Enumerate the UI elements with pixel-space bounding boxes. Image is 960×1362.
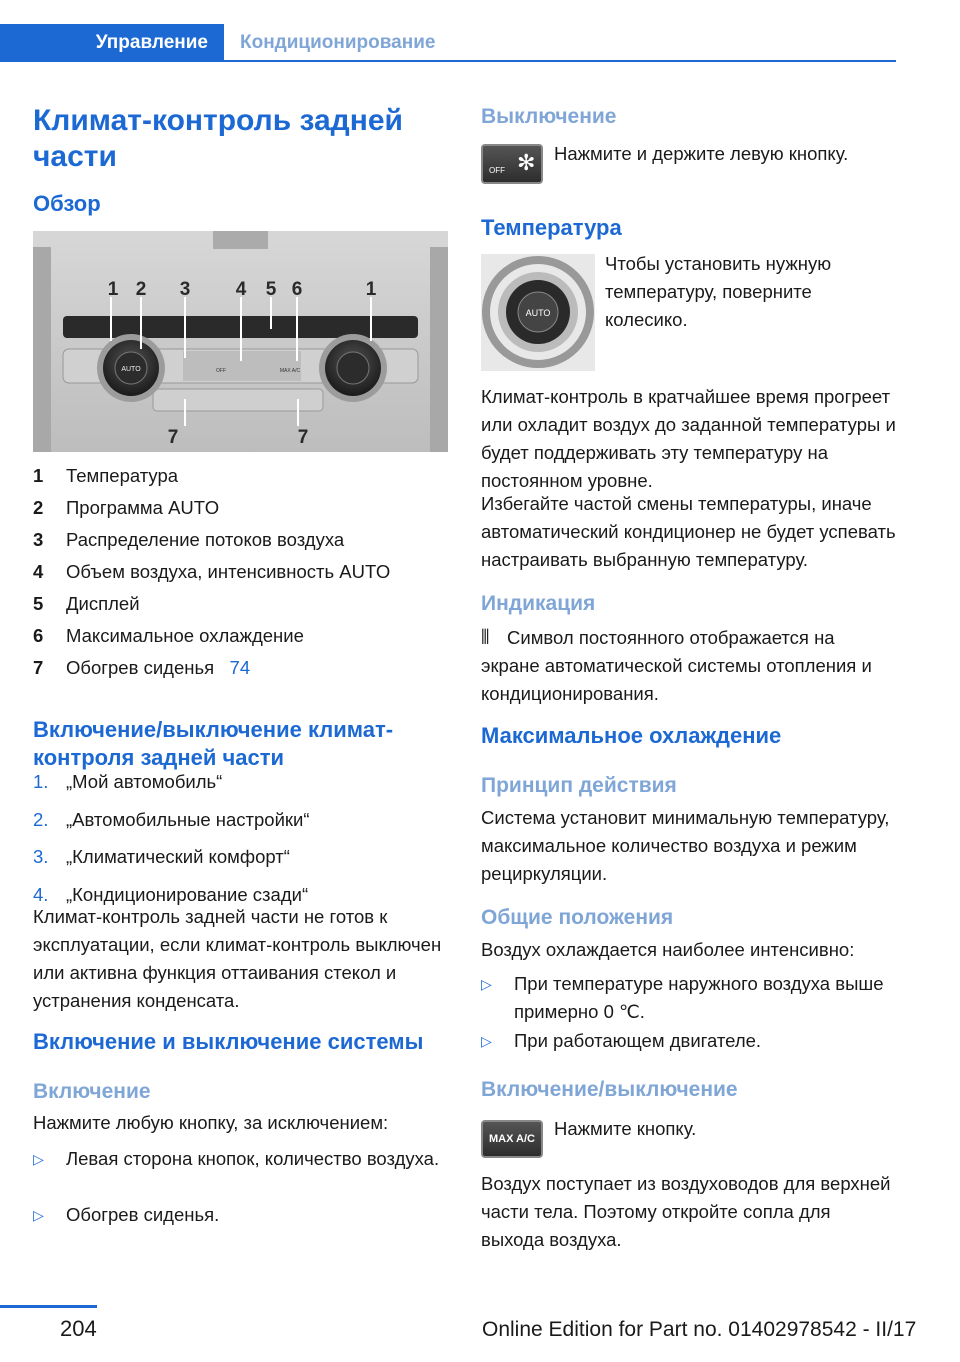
max-ac-button-icon: MAX A/C [481,1120,543,1158]
figure-callout-2: 2 [135,279,147,300]
final-text: Воздух поступает из воздуховодов для верхней части тела. Поэтому откройте сопла для выхода воздуха. [481,1173,891,1250]
on-text: Нажмите любую кнопку, за исключением: [33,1112,389,1133]
header-rule [224,60,896,62]
figure-callout-6: 6 [291,279,303,300]
section-tab: Кондиционирование [240,32,436,53]
temperature-knob-icon [481,254,595,371]
figure-auto-label: AUTO [121,366,141,373]
figure-callout-4: 4 [235,279,247,300]
figure-callout-7b: 7 [297,427,309,448]
system-heading: Включение и выключение системы [33,1029,424,1054]
temp-paragraph-1: Климат-контроль в кратчайшее время прогреет или охладит воздух до заданной температуры и будет поддерживать эту температуру на постоянном уровне. [481,386,896,491]
general-text: Воздух охлаждается наиболее интенсивно: [481,939,855,960]
indication-text: Символ постоянного отображается на экране автоматической системы отопления и кондиционирования. [481,627,872,704]
page-ref-link[interactable]: 74 [229,657,251,678]
knob-auto-label: AUTO [525,308,551,318]
figure-callout-7a: 7 [167,427,179,448]
temp-heading: Температура [481,215,622,240]
overview-heading: Обзор [33,191,101,216]
chapter-tab: Управление [0,24,224,62]
indication-heading: Индикация [481,592,596,615]
temp-paragraph-2: Избегайте частой смены температуры, иначе автоматический кондиционер не будет успевать настраивать выбранную температуру. [481,493,896,570]
principle-heading: Принцип действия [481,774,677,797]
figure-off-label: OFF [216,368,226,374]
principle-text: Система установит минимальную температуру, максимальное количество воздуха и режим рециркуляции. [481,807,890,884]
figure-max-label: MAX A/C [279,368,301,374]
heat-symbol-icon: ⫴ [481,627,490,649]
off-text: Нажмите и держите левую кнопку. [554,143,849,164]
max-onoff-heading: Включение/выключение [481,1078,738,1101]
onoff-heading: Включение/выключение климат-контроля задней части [33,717,394,770]
max-onoff-text: Нажмите кнопку. [554,1118,697,1139]
figure-callout-5: 5 [265,279,277,300]
page-title: Климат-контроль задней части [33,104,403,173]
figure-callout-1b: 1 [365,279,377,300]
off-fan-button-icon: OFF ✻ [481,144,543,184]
page-number: 204 [60,1316,97,1341]
max-cooling-heading: Максимальное охлаждение [481,723,782,748]
onoff-note: Климат-контроль задней части не готов к эксплуатации, если климат-контроль выключен или активна функция оттаивания стекол и устранения конденсата. [33,906,442,1011]
footer-rule [0,1305,97,1308]
rear-climate-panel-figure [33,231,448,452]
on-heading: Включение [33,1080,151,1103]
off-heading: Выключение [481,105,617,128]
edition-text: Online Edition for Part no. 01402978542 - II/17 [482,1318,917,1341]
figure-callout-1: 1 [107,279,119,300]
general-heading: Общие положения [481,906,674,929]
figure-callout-3: 3 [179,279,191,300]
temp-text: Чтобы установить нужную температуру, поверните колесико. [605,253,832,330]
